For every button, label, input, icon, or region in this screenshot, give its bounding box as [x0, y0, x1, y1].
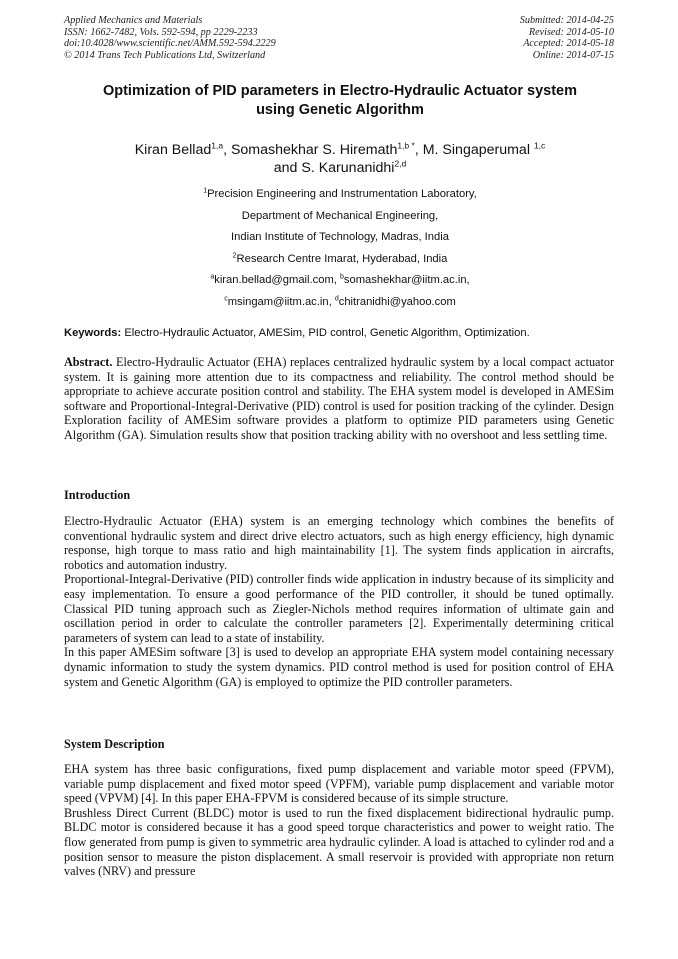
author-name: M. Singaperumal [422, 142, 530, 158]
email-marker: b [340, 273, 344, 281]
email-marker: c [224, 294, 228, 302]
affiliation-marker: 1 [203, 187, 208, 195]
paragraph: EHA system has three basic configurations, fixed pump displacement and variable motor speed (FPVM), variable pump displacement and fixed motor speed (VPFM), variable pump displacement and variable motor speed (VPVM) [4]. In this paper EHA-FPVM is considered because of its simple structure. [64, 762, 614, 806]
keywords-label: Keywords: [64, 327, 122, 339]
email-address: msingam@iitm.ac.in, [227, 295, 332, 308]
keywords [64, 326, 624, 340]
affiliations [60, 184, 620, 313]
copyright-line: © 2014 Trans Tech Publications Ltd, Switzerland [64, 49, 266, 61]
issn-line: ISSN: 1662-7482, Vols. 592-594, pp 2229-2233 [64, 26, 258, 38]
affiliation-line: Precision Engineering and Instrumentation Laboratory, [207, 188, 477, 200]
affiliation-marker: 2 [232, 251, 237, 259]
affiliation-line: Research Centre Imarat, Hyderabad, India [236, 252, 448, 265]
affiliation-line: Indian Institute of Technology, Madras, India [231, 231, 449, 243]
system-description-section [64, 762, 614, 879]
email-address: chitranidhi@yahoo.com [338, 295, 456, 308]
revised-date: Revised: 2014-05-10 [528, 26, 614, 38]
publication-dates [520, 15, 614, 61]
email-marker: d [334, 294, 339, 302]
online-date: Online: 2014-07-15 [532, 49, 614, 61]
journal-name: Applied Mechanics and Materials [64, 15, 203, 26]
email-marker: a [210, 273, 215, 281]
author-name: S. Karunanidhi [301, 160, 395, 176]
paragraph: Electro-Hydraulic Actuator (EHA) system is an emerging technology which combines the benefits of conventional hydraulic system and direct drive electro actuators, such as high energy efficiency, high dynamic response, high torque to mass ratio and high maintainability [1]. The system finds application in aircrafts, robotics and automation industry. [64, 514, 614, 572]
email-address: kiran.bellad@gmail.com, [214, 274, 337, 286]
paragraph: Brushless Direct Current (BLDC) motor is used to run the fixed displacement bidirectional hydraulic pump. BLDC motor is considered because it has a good speed torque characteristics and power to weight ratio. The flow generated from pump is given to symmetric area hydraulic cylinder. A load is attached to cylinder rod and a position sensor to measure the piston displacement. A small reservoir is provided with appropriate non return valves (NRV) and pressure [64, 805, 614, 879]
submitted-date: Submitted: 2014-04-25 [519, 15, 614, 26]
author-name: Somashekhar S. Hiremath [230, 142, 398, 158]
author-name: Kiran Bellad [134, 142, 212, 158]
author-conjunction: and [273, 160, 298, 176]
author-superscript: 1,c [533, 140, 546, 151]
accepted-date: Accepted: 2014-05-18 [523, 38, 614, 50]
paragraph: In this paper AMESim software [3] is used to develop an appropriate EHA system model containing necessary dynamic information to study the system dynamics. PID control method is used for position control of EHA system and Genetic Algorithm (GA) is employed to optimize the PID controller parameters. [64, 645, 614, 689]
author-list: Kiran Bellad$^{1,a}$, Somashekhar S. Hiremath$^{1,b *}$, M. Singaperumal $^{1,c}$ and S. Karunanidhi$^{2,d}$ [134, 140, 546, 176]
email-address: somashekhar@iitm.ac.in, [343, 274, 470, 286]
introduction-section [64, 514, 614, 689]
title-line-1: Optimization of PID parameters in Electro-Hydraulic Actuator system [102, 83, 578, 99]
introduction-heading: Introduction [64, 488, 131, 502]
author-superscript: 1,b * [397, 140, 415, 151]
keywords-text: Electro-Hydraulic Actuator, AMESim, PID control, Genetic Algorithm, Optimization. [124, 327, 530, 339]
affiliation-line: Department of Mechanical Engineering, [241, 209, 439, 222]
author-superscript: 1,a [211, 140, 224, 151]
abstract-text: Electro-Hydraulic Actuator (EHA) replaces centralized hydraulic system by a local compact actuator system. It is gaining more attention due to its compactness and reliability. The control method should be appropriate to achieve accurate position control and stability. The EHA system model is developed in AMESim software and Proportional-Integral-Derivative (PID) control is used for position tracking of the cylinder. Design Exploration facility of AMESim software provides a platform to optimize PID parameters using Genetic Algorithm (GA). Simulation results show that position tracking ability with no overshoot and less settling time. [64, 355, 615, 442]
title-line-2: using Genetic Algorithm [256, 102, 424, 118]
author-superscript: 2,d [394, 158, 407, 169]
paper-title [60, 82, 620, 120]
doi-line: doi:10.4028/www.scientific.net/AMM.592-594.2229 [64, 38, 276, 50]
paragraph: Proportional-Integral-Derivative (PID) controller finds wide application in industry because of its simplicity and easy implementation. To ensure a good performance of the PID controller, it should be tuned optimally. Classical PID tuning approach such as Ziegler-Nichols method requires information of ultimate gain and oscillation period in order to calculate the controller parameters [2]. Experimentally determining critical parameters of system can lead to a state of instability. [64, 572, 614, 645]
abstract [64, 355, 614, 443]
journal-info [64, 15, 276, 61]
system-description-heading: System Description [64, 737, 165, 751]
abstract-label: Abstract. [64, 355, 113, 369]
